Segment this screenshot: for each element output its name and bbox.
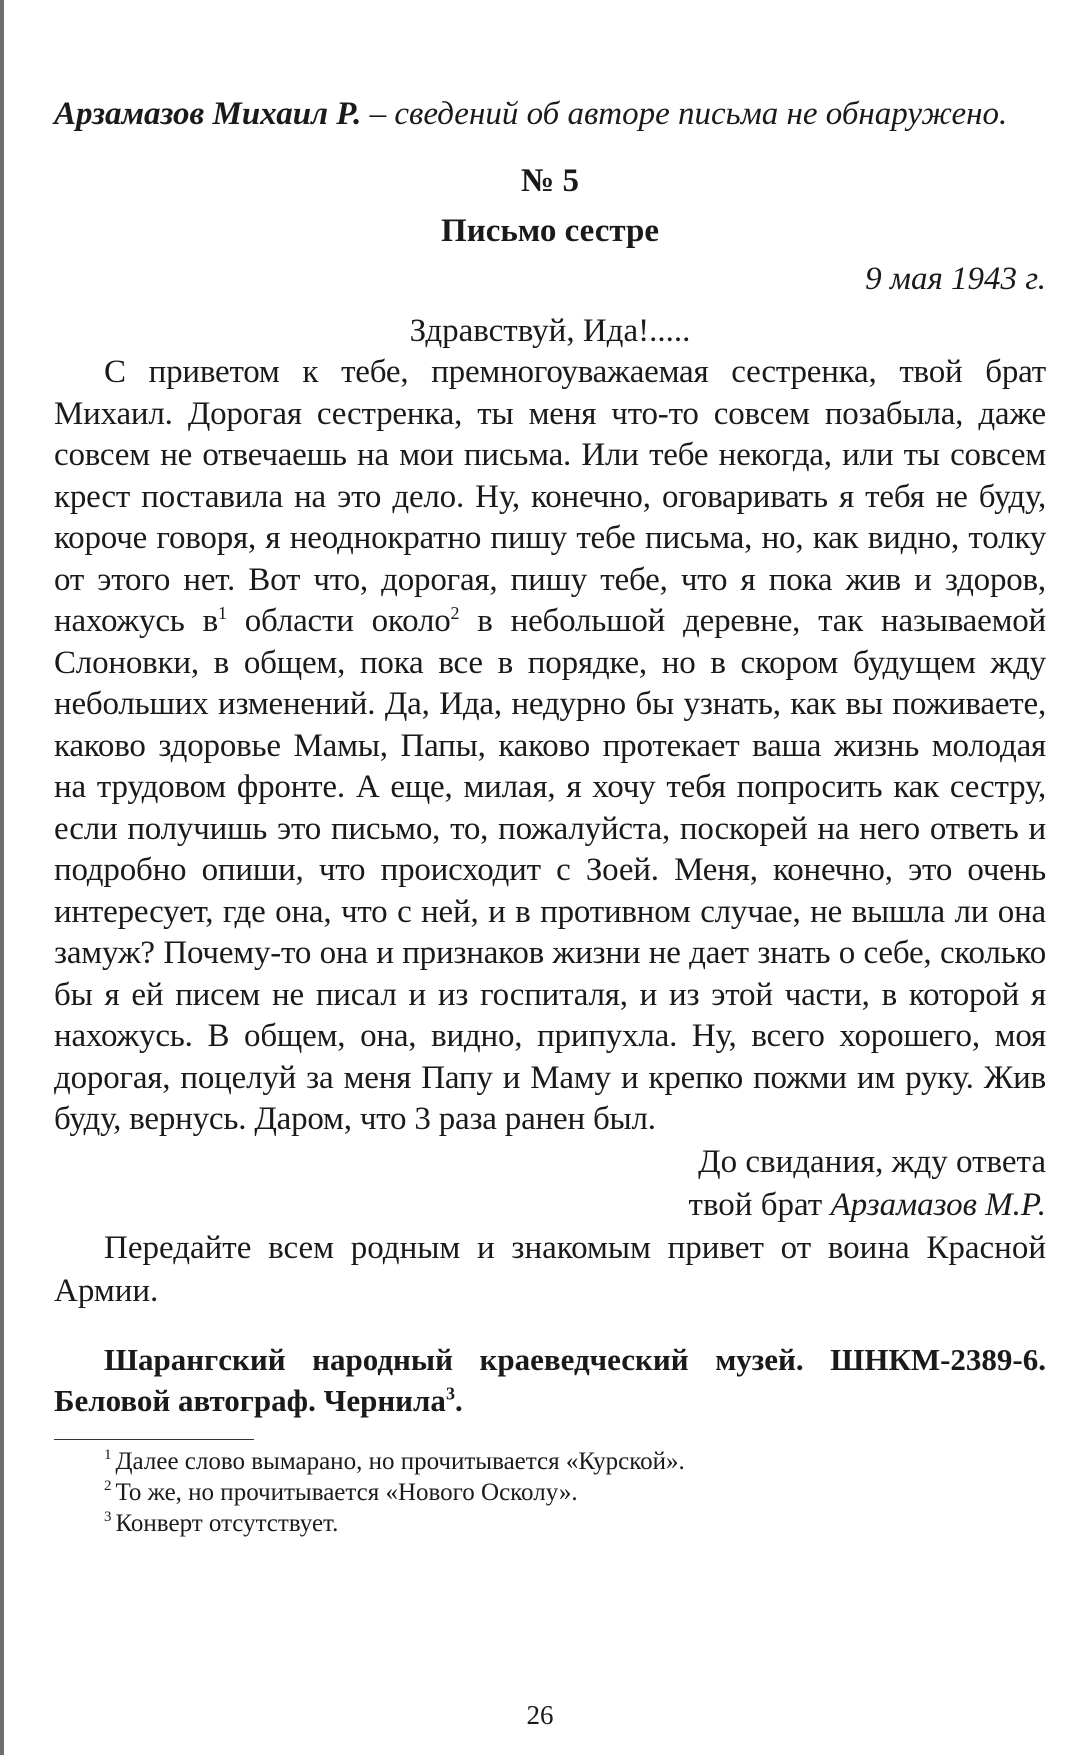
footnote-text: Конверт отсутствует. <box>115 1509 339 1537</box>
footnote-3 <box>54 1508 1046 1539</box>
document-number: № 5 <box>521 163 579 199</box>
footnote-2 <box>54 1477 1046 1508</box>
footnote-ref-2[interactable]: 2 <box>450 603 460 623</box>
letter-body-part-3: в небольшой деревне, так называемой Слоновки, в общем, пока все в порядке, но в скором будущем жду небольших изменений. Да, Ида, недурно бы узнать, как вы поживаете, каково здоровье Мамы, Папы, каково протекает ваша жизнь молодая на трудовом фронте. А еще, милая, я хочу тебя попросить как сестру, если получишь это письмо, то, пожалуйста, поскорей на него ответь и подробно опиши, что происходит с Зоей. Меня, конечно, это очень интересует, где она, что с ней, и в противном случае, не вышла ли она замуж? Почему-то она и признаков жизни не дает знать о себе, сколько бы я ей писем не писал и из госпиталя, и из этой части, в которой я нахожусь. В общем, она, видно, припухла. Ну, всего хорошего, моя дорогая, поцелуй за меня Папу и Маму и крепко пожми им руку. Жив буду, вернусь. Даром, что 3 раза ранен был. <box>54 603 1047 1137</box>
footnote-text: То же, но прочитывается «Нового Осколу». <box>115 1478 578 1506</box>
letter-body <box>54 352 1046 1141</box>
archive-source-text: Шарангский народный краеведческий музей. ШНКМ-2389-6. Беловой автограф. Чернила <box>54 1341 1046 1418</box>
closing-prefix: твой брат <box>688 1186 831 1223</box>
closing-line-2 <box>54 1184 1046 1227</box>
letter-greeting: Здравствуй, Ида!..... <box>409 313 691 349</box>
letter-date: 9 мая 1943 г. <box>865 261 1046 297</box>
document-title: Письмо сестре <box>441 213 659 249</box>
postscript: Передайте всем родным и знакомым привет от воина Красной Армии. <box>54 1229 1046 1309</box>
signature: Арзамазов М.Р. <box>830 1186 1046 1223</box>
footnote-ref-1[interactable]: 1 <box>217 603 227 623</box>
footnote-number: 1 <box>104 1447 112 1464</box>
archive-source <box>54 1339 1046 1421</box>
footnote-text: Далее слово вымарано, но прочитывается «Курской». <box>115 1447 685 1475</box>
letter-body-part-1: С приветом к тебе, премногоуважаемая сестренка, твой брат Михаил. Дорогая сестренка, ты меня что-то совсем позабыла, даже совсем не отвечаешь на мои письма. Или тебе некогда, или ты совсем крест поставила на это дело. Ну, конечно, оговаривать я тебя не буду, короче говоря, я неоднократно пишу тебе письма, но, как видно, толку от этого нет. Вот что, дорогая, пишу тебе, что я пока жив и здоров, нахожусь в <box>54 354 1046 639</box>
author-note: – сведений об авторе письма не обнаружено. <box>361 96 1008 132</box>
letter-body-part-2: области около <box>226 603 451 639</box>
page-number: 26 <box>526 1700 554 1730</box>
footnote-ref-3[interactable]: 3 <box>445 1383 455 1404</box>
closing-line-1: До свидания, жду ответа <box>698 1143 1046 1180</box>
footnote-number: 3 <box>104 1509 112 1526</box>
footnote-divider <box>54 1439 254 1440</box>
author-intro <box>54 92 1046 136</box>
page-edge-border <box>0 0 4 1755</box>
footnote-number: 2 <box>104 1478 112 1495</box>
document-page <box>54 92 1046 1539</box>
archive-source-end: . <box>454 1382 463 1418</box>
footnote-1 <box>54 1446 1046 1477</box>
author-name: Арзамазов Михаил Р. <box>54 96 362 132</box>
